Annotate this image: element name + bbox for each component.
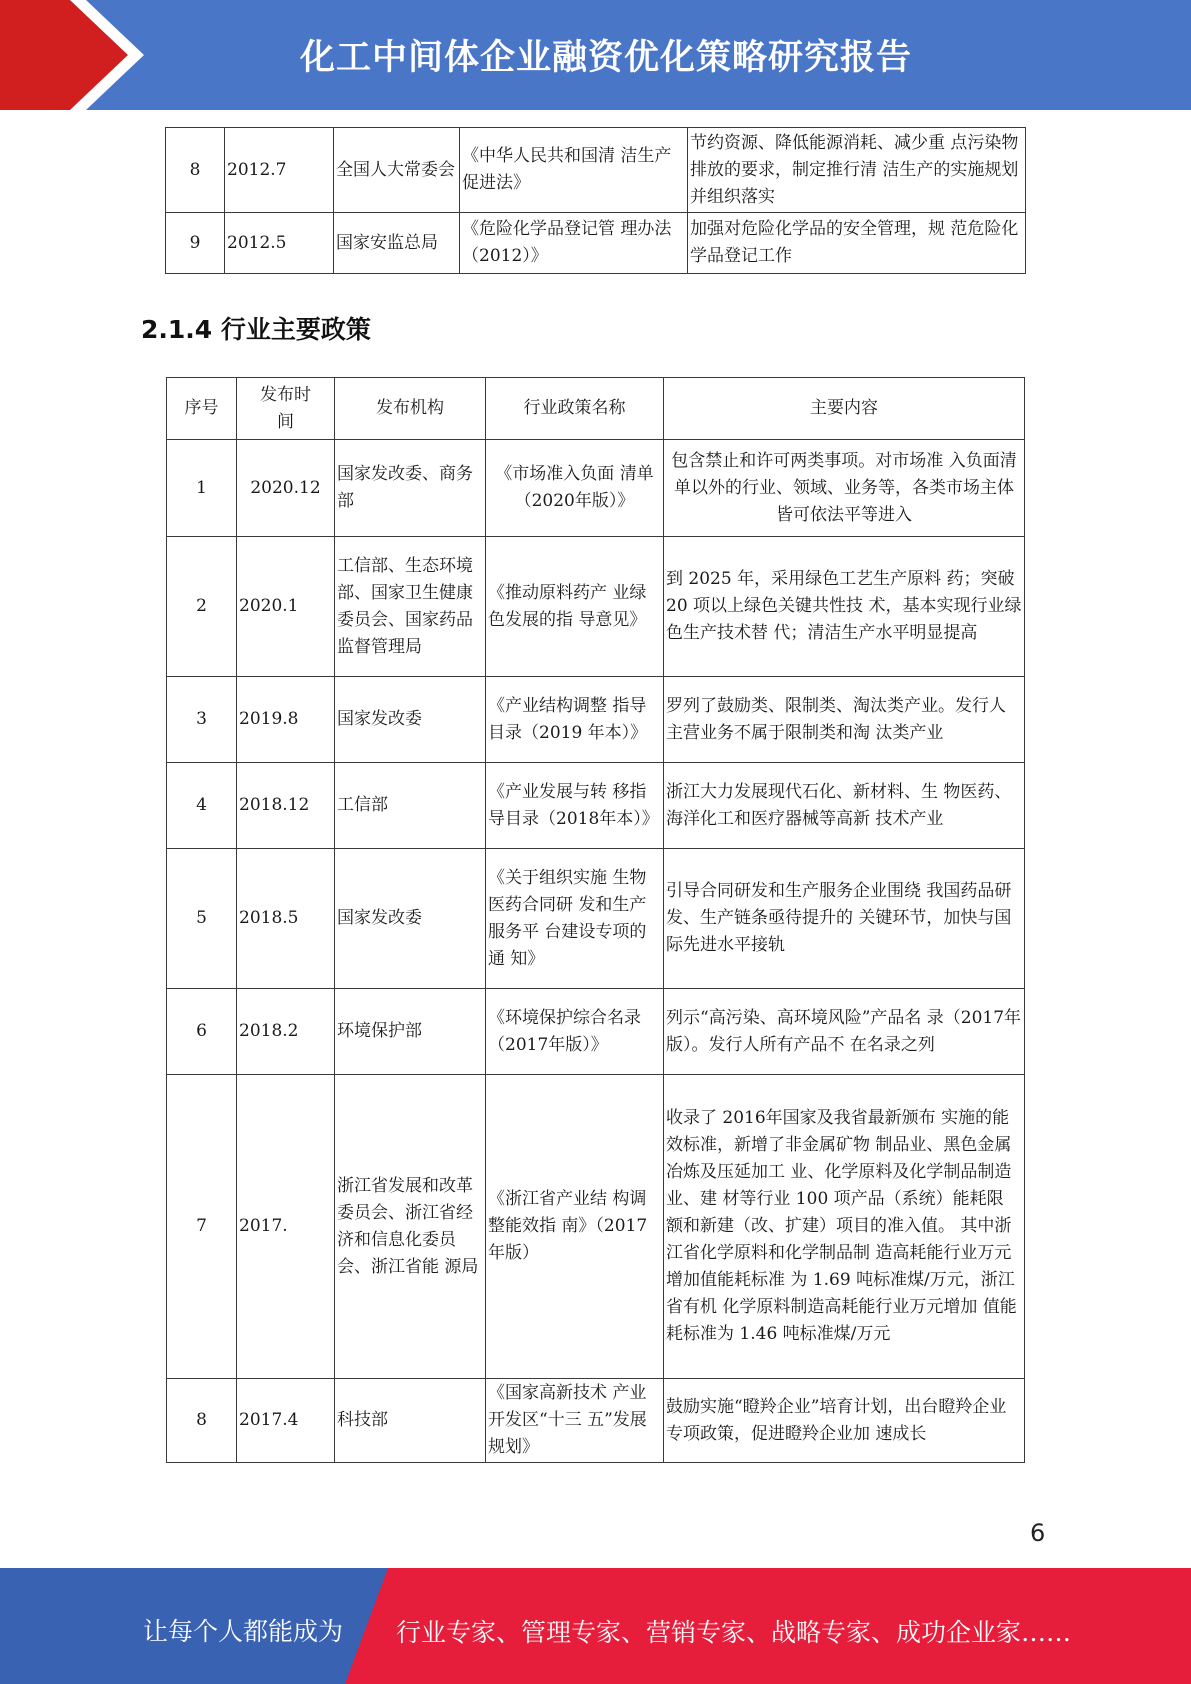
table-row: [166, 128, 1026, 213]
table-header-row: [167, 378, 1025, 440]
industry-policy-table: [166, 377, 1025, 1463]
table-row: [167, 1379, 1025, 1463]
policy-name: 《危险化学品登记管 理办法（2012）》: [460, 213, 688, 274]
release-date: 2019.8: [237, 677, 335, 763]
row-number: 4: [167, 763, 237, 849]
policy-content: 鼓励实施“瞪羚企业”培育计划，出台瞪羚企业专项政策，促进瞪羚企业加 速成长: [664, 1379, 1025, 1463]
header-cell: 序号: [167, 378, 237, 440]
policy-content: 加强对危险化学品的安全管理，规 范危险化学品登记工作: [688, 213, 1026, 274]
footer-slogan-right: 行业专家、管理专家、营销专家、战略专家、成功企业家……: [396, 1618, 1072, 1647]
header-arrow-decoration: [0, 0, 160, 110]
header-cell: 行业政策名称: [486, 378, 664, 440]
issuing-agency: 国家发改委: [335, 677, 486, 763]
header-cell: 发布时间: [237, 378, 335, 440]
policy-content: 收录了 2016年国家及我省最新颁布 实施的能效标准，新增了非金属矿物 制品业、黑色金属冶炼及压延加工 业、化学原料及化学制品制造业、建 材等行业 100 项产品（系统）能耗限 额和新建（改、扩建）项目的准入值。 其中浙江省化学原料和化学制品制 造高耗能行业万元增加值能耗标准 为 1.69 吨标准煤/万元，浙江省有机 化学原料制造高耗能行业万元增加 值能耗标准为 1.46 吨标准煤/万元: [664, 1075, 1025, 1379]
issuing-agency: 全国人大常委会: [334, 128, 460, 213]
table-row: [167, 677, 1025, 763]
page-header: [0, 0, 1191, 110]
release-date: 2017.4: [237, 1379, 335, 1463]
release-date: 2017.: [237, 1075, 335, 1379]
policy-name: 《国家高新技术 产业开发区“十三 五”发展规划》: [486, 1379, 664, 1463]
issuing-agency: 科技部: [335, 1379, 486, 1463]
table-row: [167, 1075, 1025, 1379]
report-title: 化工中间体企业融资优化策略研究报告: [300, 38, 913, 78]
issuing-agency: 工信部: [335, 763, 486, 849]
row-number: 8: [166, 128, 225, 213]
release-date: 2018.2: [237, 989, 335, 1075]
section-heading: 2.1.4 行业主要政策: [141, 315, 371, 344]
table-row: [166, 213, 1026, 274]
table-row: [167, 537, 1025, 677]
release-date: 2020.1: [237, 537, 335, 677]
policy-content: 引导合同研发和生产服务企业围绕 我国药品研发、生产链条亟待提升的 关键环节，加快与国际先进水平接轨: [664, 849, 1025, 989]
row-number: 3: [167, 677, 237, 763]
table-row: [167, 849, 1025, 989]
header-cell: 发布机构: [335, 378, 486, 440]
policy-name: 《市场准入负面 清单（2020年版）》: [486, 440, 664, 537]
row-number: 9: [166, 213, 225, 274]
release-date: 2020.12: [237, 440, 335, 537]
policy-content: 列示“高污染、高环境风险”产品名 录（2017年版）。发行人所有产品不 在名录之列: [664, 989, 1025, 1075]
footer-slogan-left: 让每个人都能成为: [143, 1617, 344, 1646]
release-date: 2018.12: [237, 763, 335, 849]
issuing-agency: 国家发改委: [335, 849, 486, 989]
policy-content: 包含禁止和许可两类事项。对市场准 入负面清单以外的行业、领域、业务等，各类市场主体皆可依法平等进入: [664, 440, 1025, 537]
policy-content: 到 2025 年，采用绿色工艺生产原料 药；突破 20 项以上绿色关键共性技 术，基本实现行业绿色生产技术替 代；清洁生产水平明显提高: [664, 537, 1025, 677]
table-row: [167, 440, 1025, 537]
issuing-agency: 环境保护部: [335, 989, 486, 1075]
policy-content: 节约资源、降低能源消耗、减少重 点污染物排放的要求，制定推行清 洁生产的实施规划并组织落实: [688, 128, 1026, 213]
policy-name: 《中华人民共和国清 洁生产促进法》: [460, 128, 688, 213]
policy-name: 《产业结构调整 指导目录（2019 年本）》: [486, 677, 664, 763]
table-row: [167, 763, 1025, 849]
table-row: [167, 989, 1025, 1075]
row-number: 7: [167, 1075, 237, 1379]
policy-content: 浙江大力发展现代石化、新材料、生 物医药、海洋化工和医疗器械等高新 技术产业: [664, 763, 1025, 849]
issuing-agency: 国家发改委、商务部: [335, 440, 486, 537]
issuing-agency: 国家安监总局: [334, 213, 460, 274]
issuing-agency: 工信部、生态环境部、国家卫生健康委员会、国家药品监督管理局: [335, 537, 486, 677]
row-number: 5: [167, 849, 237, 989]
policy-name: 《环境保护综合名录（2017年版）》: [486, 989, 664, 1075]
row-number: 2: [167, 537, 237, 677]
release-date: 2012.5: [225, 213, 334, 274]
row-number: 6: [167, 989, 237, 1075]
page-number: 6: [1030, 1519, 1046, 1547]
issuing-agency: 浙江省发展和改革委员会、浙江省经济和信息化委员 会、浙江省能 源局: [335, 1075, 486, 1379]
policy-name: 《关于组织实施 生物医药合同研 发和生产服务平 台建设专项的通 知》: [486, 849, 664, 989]
policy-name: 《产业发展与转 移指导目录（2018年本）》: [486, 763, 664, 849]
policy-content: 罗列了鼓励类、限制类、淘汰类产业。发行人主营业务不属于限制类和淘 汰类产业: [664, 677, 1025, 763]
row-number: 1: [167, 440, 237, 537]
policy-name: 《推动原料药产 业绿色发展的指 导意见》: [486, 537, 664, 677]
release-date: 2012.7: [225, 128, 334, 213]
continued-policy-table: [165, 127, 1026, 274]
page-footer: [0, 1568, 1191, 1684]
row-number: 8: [167, 1379, 237, 1463]
policy-name: 《浙江省产业结 构调整能效指 南》（2017年版）: [486, 1075, 664, 1379]
release-date: 2018.5: [237, 849, 335, 989]
header-cell: 主要内容: [664, 378, 1025, 440]
